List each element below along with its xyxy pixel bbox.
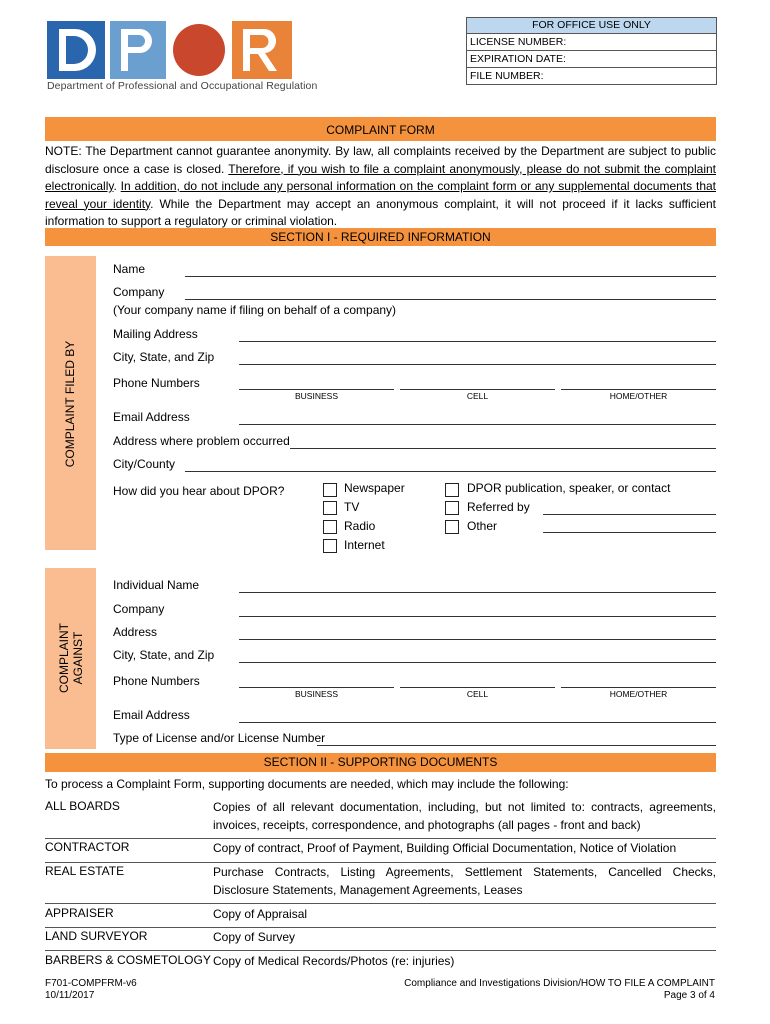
board-name: ALL BOARDS xyxy=(45,799,120,813)
problem-address-label: Address where problem occurred xyxy=(113,434,290,448)
board-name: BARBERS & COSMETOLOGY xyxy=(45,953,211,967)
city-state-zip-label: City, State, and Zip xyxy=(113,350,215,364)
business-phone-input[interactable] xyxy=(239,389,394,390)
dpor-publication-label: DPOR publication, speaker, or contact xyxy=(467,481,671,495)
section2-intro: To process a Complaint Form, supporting documents are needed, which may include the following: xyxy=(45,777,569,791)
table-divider xyxy=(45,927,716,928)
footer-left xyxy=(45,978,137,1002)
license-type-input[interactable] xyxy=(317,745,716,746)
newspaper-label: Newspaper xyxy=(344,481,405,495)
city-county-label: City/County xyxy=(113,457,176,471)
against-label-line2: AGAINST xyxy=(71,631,85,685)
board-documents: Copy of Appraisal xyxy=(213,907,308,921)
board-name: LAND SURVEYOR xyxy=(45,929,148,943)
dpor-publication-checkbox[interactable] xyxy=(445,483,459,497)
radio-label: Radio xyxy=(344,519,376,533)
other-label: Other xyxy=(467,519,498,533)
note-part1: NOTE: The Department cannot guarantee anonymity. By law, all complaints received by the Department are subject to public disclosure once a case is closed. xyxy=(45,144,716,176)
logo-mark xyxy=(45,19,295,81)
against-address-label: Address xyxy=(113,625,158,639)
home-phone-input[interactable] xyxy=(561,389,716,390)
against-address-input[interactable] xyxy=(239,639,716,640)
against-phones-label: Phone Numbers xyxy=(113,674,200,688)
table-divider xyxy=(45,862,716,863)
board-name: CONTRACTOR xyxy=(45,840,130,854)
city-county-input[interactable] xyxy=(185,471,716,472)
board-documents: Copies of all relevant documentation, including, but not limited to: contracts, agreements, invoices, receipts, correspondence, and photographs (all pages - front and back) xyxy=(213,800,716,832)
footer-division: Compliance and Investigations Division/HOW TO FILE A COMPLAINT xyxy=(404,978,715,989)
individual-name-label: Individual Name xyxy=(113,578,200,592)
against-cell-caption: CELL xyxy=(466,689,489,699)
board-name: REAL ESTATE xyxy=(45,864,125,878)
referred-by-label: Referred by xyxy=(467,500,530,514)
section2-title: SECTION II - SUPPORTING DOCUMENTS xyxy=(45,753,716,772)
internet-label: Internet xyxy=(344,538,385,552)
cell-phone-input[interactable] xyxy=(400,389,555,390)
city-state-zip-input[interactable] xyxy=(239,364,716,365)
internet-checkbox[interactable] xyxy=(323,539,337,553)
expiration-date-field: EXPIRATION DATE: xyxy=(467,51,716,68)
email-input[interactable] xyxy=(239,424,716,425)
against-label-line1: COMPLAINT xyxy=(57,623,71,694)
table-divider xyxy=(45,950,716,951)
referred-by-input[interactable] xyxy=(543,514,716,515)
license-number-field: LICENSE NUMBER: xyxy=(467,34,716,51)
business-caption: BUSINESS xyxy=(295,391,338,401)
cell-caption: CELL xyxy=(466,391,489,401)
company-label: Company xyxy=(113,285,165,299)
against-label xyxy=(57,583,85,733)
board-documents: Copy of Medical Records/Photos (re: injuries) xyxy=(213,954,455,968)
against-company-label: Company xyxy=(113,602,165,616)
email-label: Email Address xyxy=(113,410,190,424)
note-part2: . xyxy=(113,179,121,193)
form-id: F701-COMPFRM-v6 xyxy=(45,978,137,989)
against-email-input[interactable] xyxy=(239,722,716,723)
table-divider xyxy=(45,903,716,904)
against-cell-phone-input[interactable] xyxy=(400,687,555,688)
form-date: 10/11/2017 xyxy=(45,990,95,1001)
against-business-phone-input[interactable] xyxy=(239,687,394,688)
against-city-label: City, State, and Zip xyxy=(113,648,215,662)
against-email-label: Email Address xyxy=(113,708,190,722)
board-documents: Purchase Contracts, Listing Agreements, Settlement Statements, Cancelled Checks, Disclosure Statements, Management Agreements, Leases xyxy=(213,865,716,897)
name-label: Name xyxy=(113,262,146,276)
file-number-field: FILE NUMBER: xyxy=(470,70,544,82)
board-name: APPRAISER xyxy=(45,906,114,920)
filed-by-sidebar xyxy=(45,256,96,550)
company-note: (Your company name if filing on behalf of a company) xyxy=(113,303,397,317)
hear-about-label: How did you hear about DPOR? xyxy=(113,484,285,498)
footer-right xyxy=(404,978,715,1002)
table-divider xyxy=(45,838,716,839)
filed-by-label: COMPLAINT FILED BY xyxy=(63,340,77,468)
other-input[interactable] xyxy=(543,532,716,533)
office-use-box xyxy=(466,17,717,85)
radio-checkbox[interactable] xyxy=(323,520,337,534)
note-underlined1: Therefore, if you wish to file a complaint anonymously, please do not submit the complaint electronically xyxy=(45,161,716,193)
other-checkbox[interactable] xyxy=(445,520,459,534)
home-caption: HOME/OTHER xyxy=(609,391,668,401)
tv-checkbox[interactable] xyxy=(323,501,337,515)
against-home-caption: HOME/OTHER xyxy=(609,689,668,699)
company-input[interactable] xyxy=(185,299,716,300)
logo-subtitle: Department of Professional and Occupational Regulation xyxy=(47,80,318,92)
against-home-phone-input[interactable] xyxy=(561,687,716,688)
office-use-header: FOR OFFICE USE ONLY xyxy=(467,18,716,34)
tv-label: TV xyxy=(344,500,360,514)
individual-name-input[interactable] xyxy=(239,592,716,593)
problem-address-input[interactable] xyxy=(290,448,716,449)
phone-numbers-label: Phone Numbers xyxy=(113,376,200,390)
license-type-label: Type of License and/or License Number xyxy=(113,731,326,745)
complaint-form-title: COMPLAINT FORM xyxy=(45,117,716,141)
note-part3: . While the Department may accept an anonymous complaint, it will not proceed if it lacks sufficient information to support a regulatory or criminal violation. xyxy=(45,196,716,228)
section1-title: SECTION I - REQUIRED INFORMATION xyxy=(45,228,716,246)
against-city-input[interactable] xyxy=(239,662,716,663)
board-documents: Copy of contract, Proof of Payment, Building Official Documentation, Notice of Violation xyxy=(213,841,677,855)
against-business-caption: BUSINESS xyxy=(295,689,338,699)
against-company-input[interactable] xyxy=(239,616,716,617)
newspaper-checkbox[interactable] xyxy=(323,483,337,497)
name-input[interactable] xyxy=(185,276,716,277)
referred-by-checkbox[interactable] xyxy=(445,501,459,515)
mailing-address-label: Mailing Address xyxy=(113,327,198,341)
note-underlined2: In addition, do not include any personal information on the complaint form or any supplemental documents that reveal your identity xyxy=(45,179,716,211)
mailing-address-input[interactable] xyxy=(239,341,716,342)
against-sidebar xyxy=(45,568,96,749)
footer-page: Page 3 of 4 xyxy=(663,990,715,1001)
anonymity-note xyxy=(45,143,716,231)
board-documents: Copy of Survey xyxy=(213,930,296,944)
